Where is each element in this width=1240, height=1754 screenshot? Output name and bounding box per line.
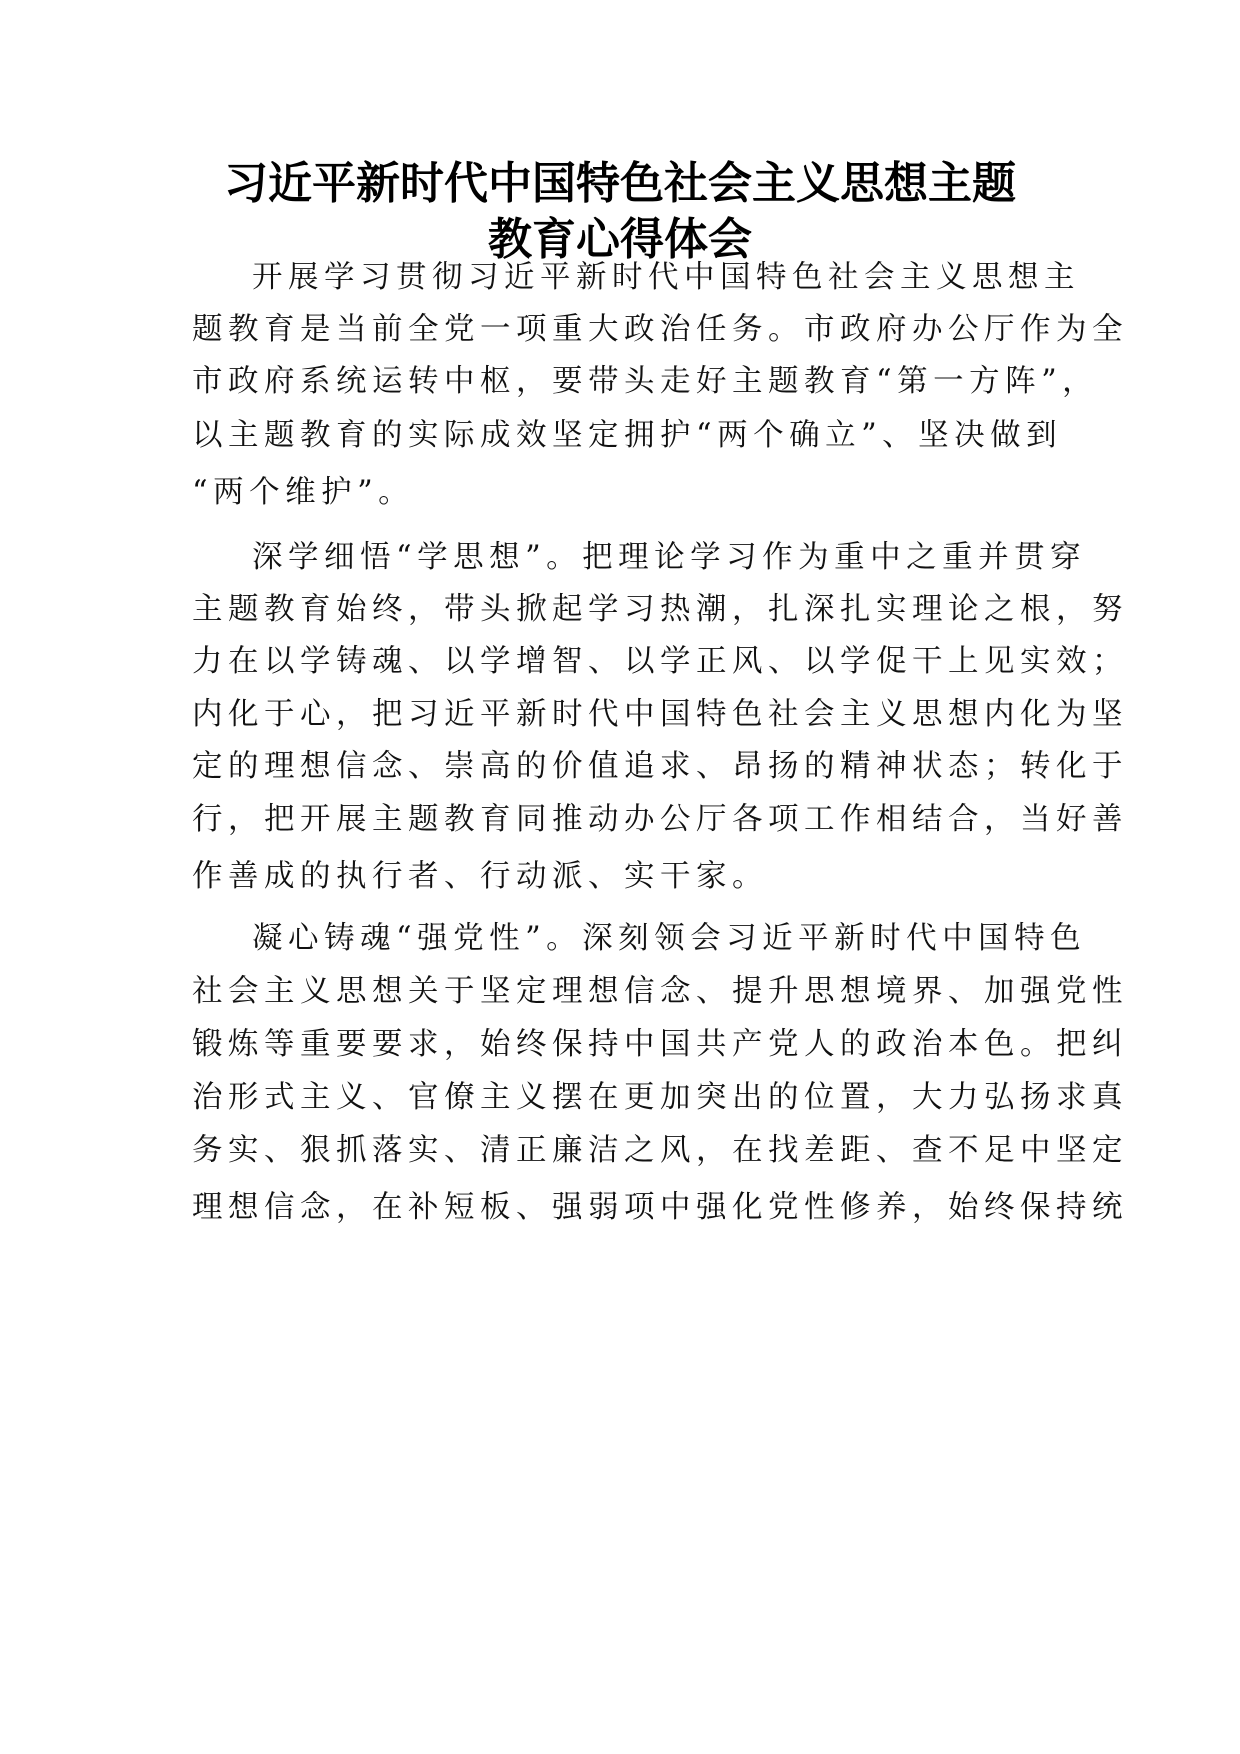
paragraph-1-line-5: “两个维护”。 (192, 475, 415, 510)
paragraph-2-line-6: 行，把开展主题教育同推动办公厅各项工作相结合，当好善 (192, 802, 1128, 837)
paragraph-2-line-5: 定的理想信念、崇高的价值追求、昂扬的精神状态；转化于 (192, 749, 1128, 784)
paragraph-1-line-3: 市政府系统运转中枢，要带头走好主题教育“第一方阵”， (192, 364, 1099, 399)
paragraph-1-line-2: 题教育是当前全党一项重大政治任务。市政府办公厅作为全 (192, 312, 1128, 347)
paragraph-2-line-3: 力在以学铸魂、以学增智、以学正风、以学促干上见实效； (192, 644, 1128, 679)
paragraph-3-line-1: 凝心铸魂“强党性”。深刻领会习近平新时代中国特色 (252, 921, 1087, 956)
paragraph-3-line-5: 务实、狠抓落实、清正廉洁之风，在找差距、查不足中坚定 (192, 1133, 1128, 1168)
paragraph-2-line-7: 作善成的执行者、行动派、实干家。 (192, 859, 768, 894)
title-line-1: 习近平新时代中国特色社会主义思想主题 (224, 158, 1016, 209)
paragraph-2-line-1: 深学细悟“学思想”。把理论学习作为重中之重并贯穿 (252, 540, 1087, 575)
paragraph-3-line-4: 治形式主义、官僚主义摆在更加突出的位置，大力弘扬求真 (192, 1080, 1128, 1115)
paragraph-3-line-3: 锻炼等重要要求，始终保持中国共产党人的政治本色。把纠 (192, 1027, 1128, 1062)
paragraph-1-line-1: 开展学习贯彻习近平新时代中国特色社会主义思想主 (252, 260, 1080, 295)
title-line-2: 教育心得体会 (488, 214, 752, 265)
document-title (150, 156, 1090, 268)
paragraph-1-line-4: 以主题教育的实际成效坚定拥护“两个确立”、坚决做到 (192, 418, 1063, 453)
paragraph-2-line-2: 主题教育始终，带头掀起学习热潮，扎深扎实理论之根，努 (192, 592, 1128, 627)
paragraph-3-line-6: 理想信念，在补短板、强弱项中强化党性修养，始终保持统 (192, 1190, 1128, 1225)
paragraph-2-line-4: 内化于心，把习近平新时代中国特色社会主义思想内化为坚 (192, 697, 1128, 732)
paragraph-3-line-2: 社会主义思想关于坚定理想信念、提升思想境界、加强党性 (192, 974, 1128, 1009)
